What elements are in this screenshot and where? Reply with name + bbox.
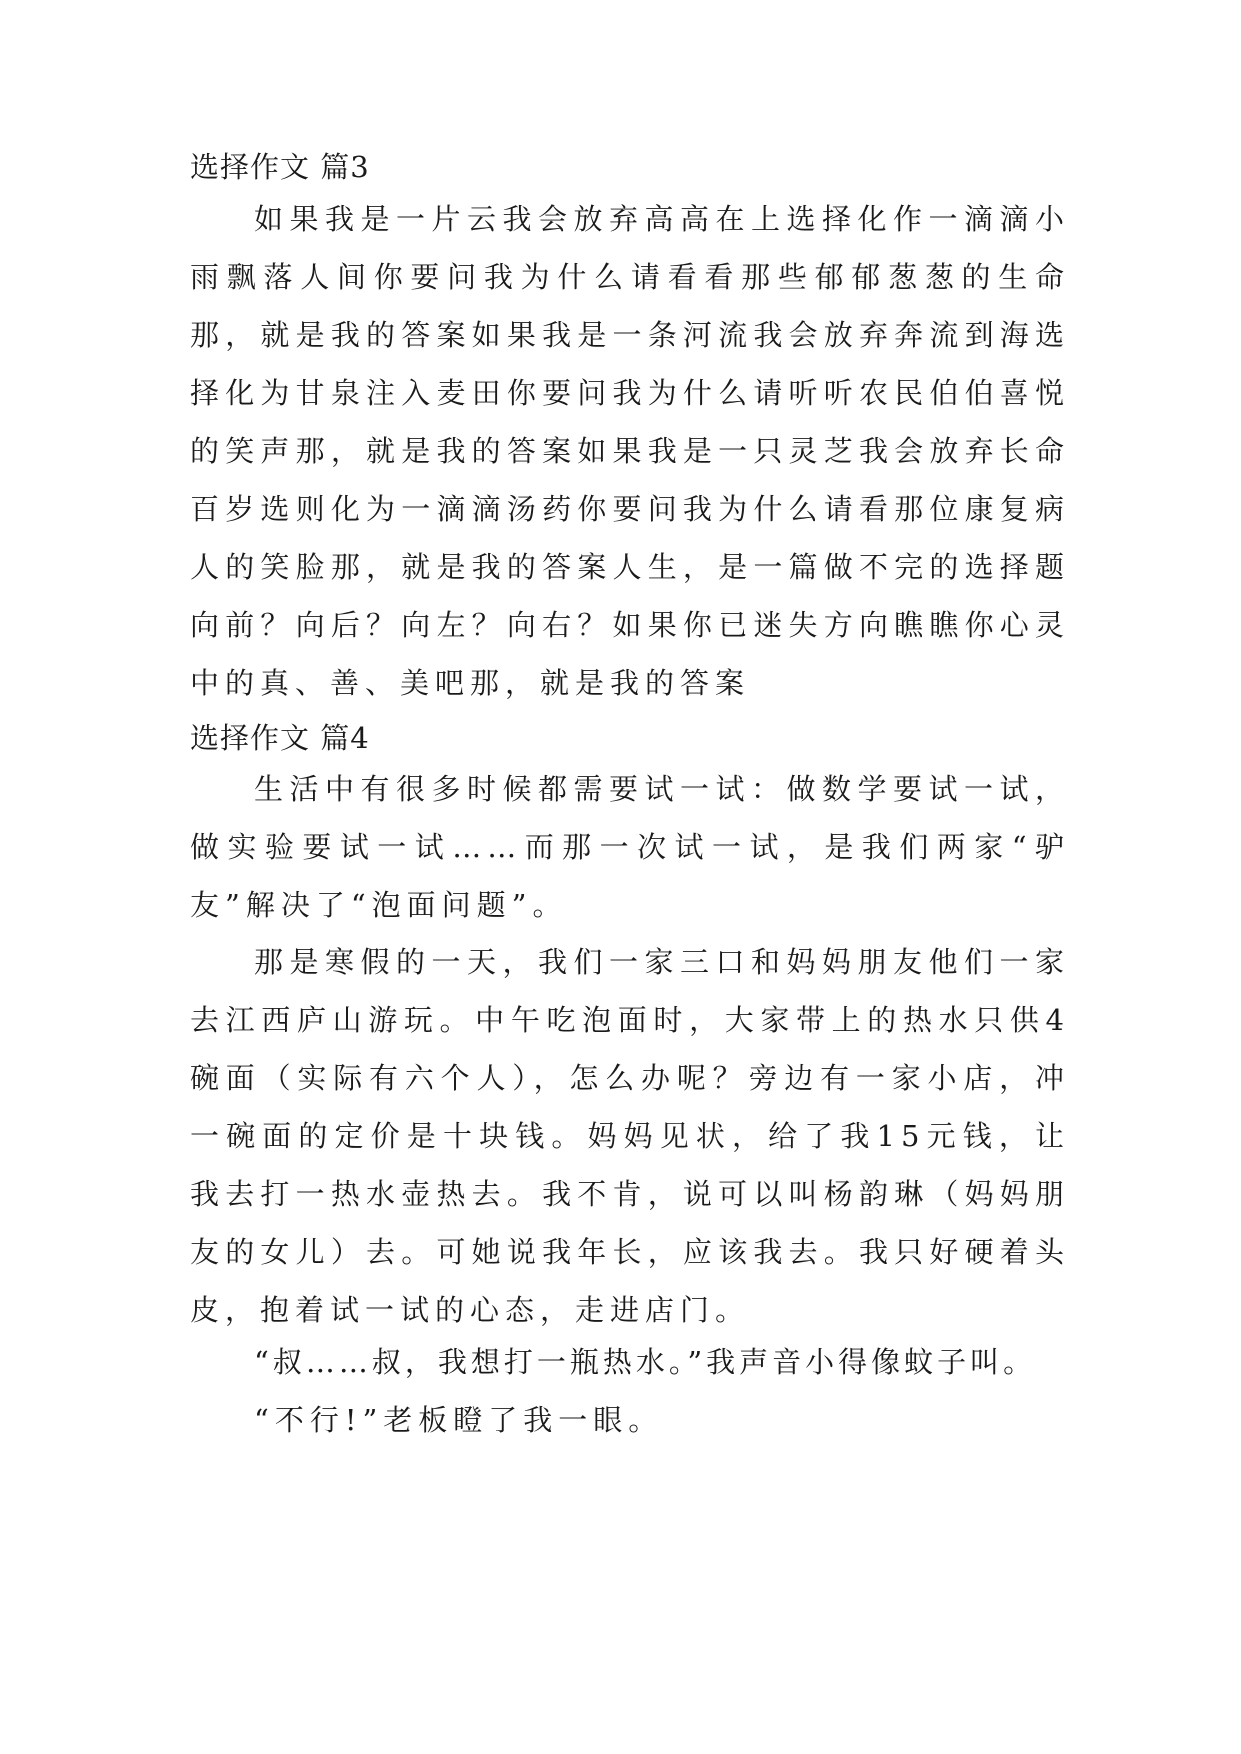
paragraph: 那是寒假的一天，我们一家三口和妈妈朋友他们一家去江西庐山游玩。中午吃泡面时，大家带上的热水只供4碗面（实际有六个人），怎么办呢？旁边有一家小店，冲一碗面的定价是十块钱。妈妈见状，给了我15元钱，让我去打一热水壶热去。我不肯，说可以叫杨韵琳（妈妈朋友的女儿）去。可她说我年长，应该我去。我只好硬着头皮，抱着试一试的心态，走进店门。 (190, 945, 1070, 1327)
paragraph: “不行!”老板瞪了我一眼。 (254, 1403, 664, 1437)
paragraph: 如果我是一片云我会放弃高高在上选择化作一滴滴小雨飘落人间你要问我为什么请看看那些郁郁葱葱的生命那，就是我的答案如果我是一条河流我会放弃奔流到海选择化为甘泉注入麦田你要问我为什么请听听农民伯伯喜悦的笑声那，就是我的答案如果我是一只灵芝我会放弃长命百岁选则化为一滴滴汤药你要问我为什么请看那位康复病人的笑脸那，就是我的答案人生，是一篇做不完的选择题向前？向后？向左？向右？如果你已迷失方向瞧瞧你心灵中的真、善、美吧那，就是我的答案 (190, 202, 1070, 700)
section-heading: 选择作文 篇3 (190, 150, 370, 184)
section-heading: 选择作文 篇4 (190, 721, 370, 755)
paragraph: 生活中有很多时候都需要试一试：做数学要试一试，做实验要试一试……而那一次试一试，是我们两家“驴友”解决了“泡面问题”。 (190, 772, 1070, 922)
paragraph: “叔……叔，我想打一瓶热水。”我声音小得像蚊子叫。 (254, 1345, 1037, 1379)
